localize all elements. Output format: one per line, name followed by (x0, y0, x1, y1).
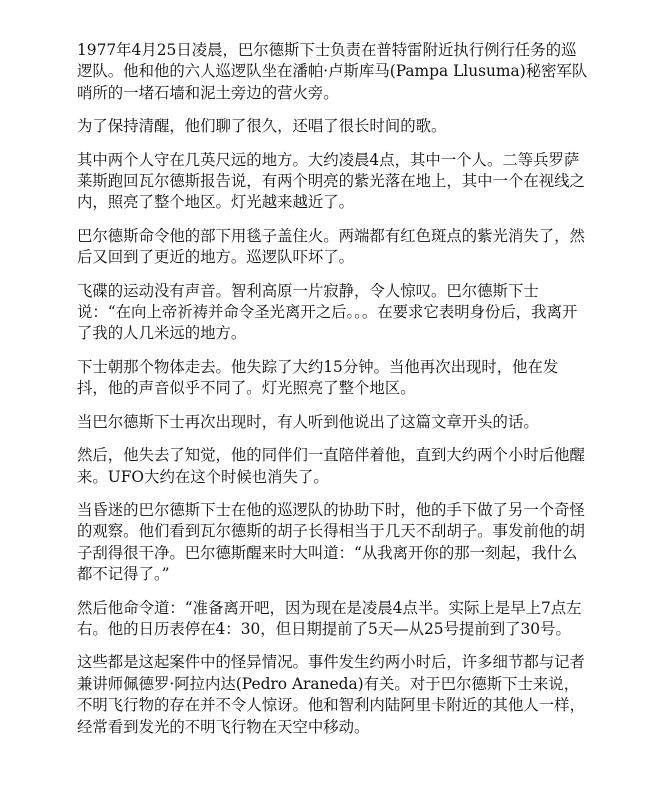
paragraph-10: 然后他命令道：“准备离开吧，因为现在是凌晨4点半。实际上是早上7点左右。他的日历表停在4：30，但日期提前了5天—从25号提前到了30号。 (77, 598, 582, 638)
paragraph-2: 为了保持清醒，他们聊了很久，还唱了很长时间的歌。 (77, 117, 447, 136)
paragraph-1: 1977年4月25日凌晨，巴尔德斯下士负责在普特雷附近执行例行任务的巡逻队。他和他的六人巡逻队坐在潘帕·卢斯库马(Pampa Llusuma)秘密军队哨所的一堵石墙和泥土旁边的营火旁。 (77, 41, 588, 102)
paragraph-8: 然后，他失去了知觉，他的同伴们一直陪伴着他，直到大约两个小时后他醒来。UFO大约在这个时候也消失了。 (77, 446, 585, 486)
paragraph-7: 当巴尔德斯下士再次出现时，有人听到他说出了这篇文章开头的话。 (77, 412, 539, 431)
paragraph-9: 当昏迷的巴尔德斯下士在他的巡逻队的协助下时，他的手下做了另一个奇怪的观察。他们看到瓦尔德斯的胡子长得相当于几天不刮胡子。事发前他的胡子刮得很干净。巴尔德斯醒来时大叫道：“从我离开你的那一刻起，我什么都不记得了。” (77, 500, 585, 584)
paragraph-11: 这些都是这起案件中的怪异情况。事件发生约两小时后，许多细节都与记者兼讲师佩德罗·阿拉内达(Pedro Araneda)有关。对于巴尔德斯下士来说，不明飞行物的存在并不令人惊讶。他和智利内陆阿里卡附近的其他人一样，经常看到发光的不明飞行物在天空中移动。 (77, 653, 585, 736)
paragraph-4: 巴尔德斯命令他的部下用毯子盖住火。两端都有红色斑点的紫光消失了，然后又回到了更近的地方。巡逻队吓坏了。 (77, 226, 585, 267)
paragraph-6: 下士朝那个物体走去。他失踪了大约15分钟。当他再次出现时，他在发抖，他的声音似乎不同了。灯光照亮了整个地区。 (77, 357, 559, 398)
paragraph-3: 其中两个人守在几英尺远的地方。大约凌晨4点，其中一个人。二等兵罗萨莱斯跑回瓦尔德斯报告说，有两个明亮的紫光落在地上，其中一个在视线之内，照亮了整个地区。灯光越来越近了。 (77, 150, 585, 212)
paragraph-5: 飞碟的运动没有声音。智利高原一片寂静，令人惊叹。巴尔德斯下士说：“在向上帝祈祷并命令圣光离开之后。。。在要求它表明身份后，我离开了我的人几米远的地方。 (77, 281, 578, 343)
document-body (77, 40, 589, 750)
